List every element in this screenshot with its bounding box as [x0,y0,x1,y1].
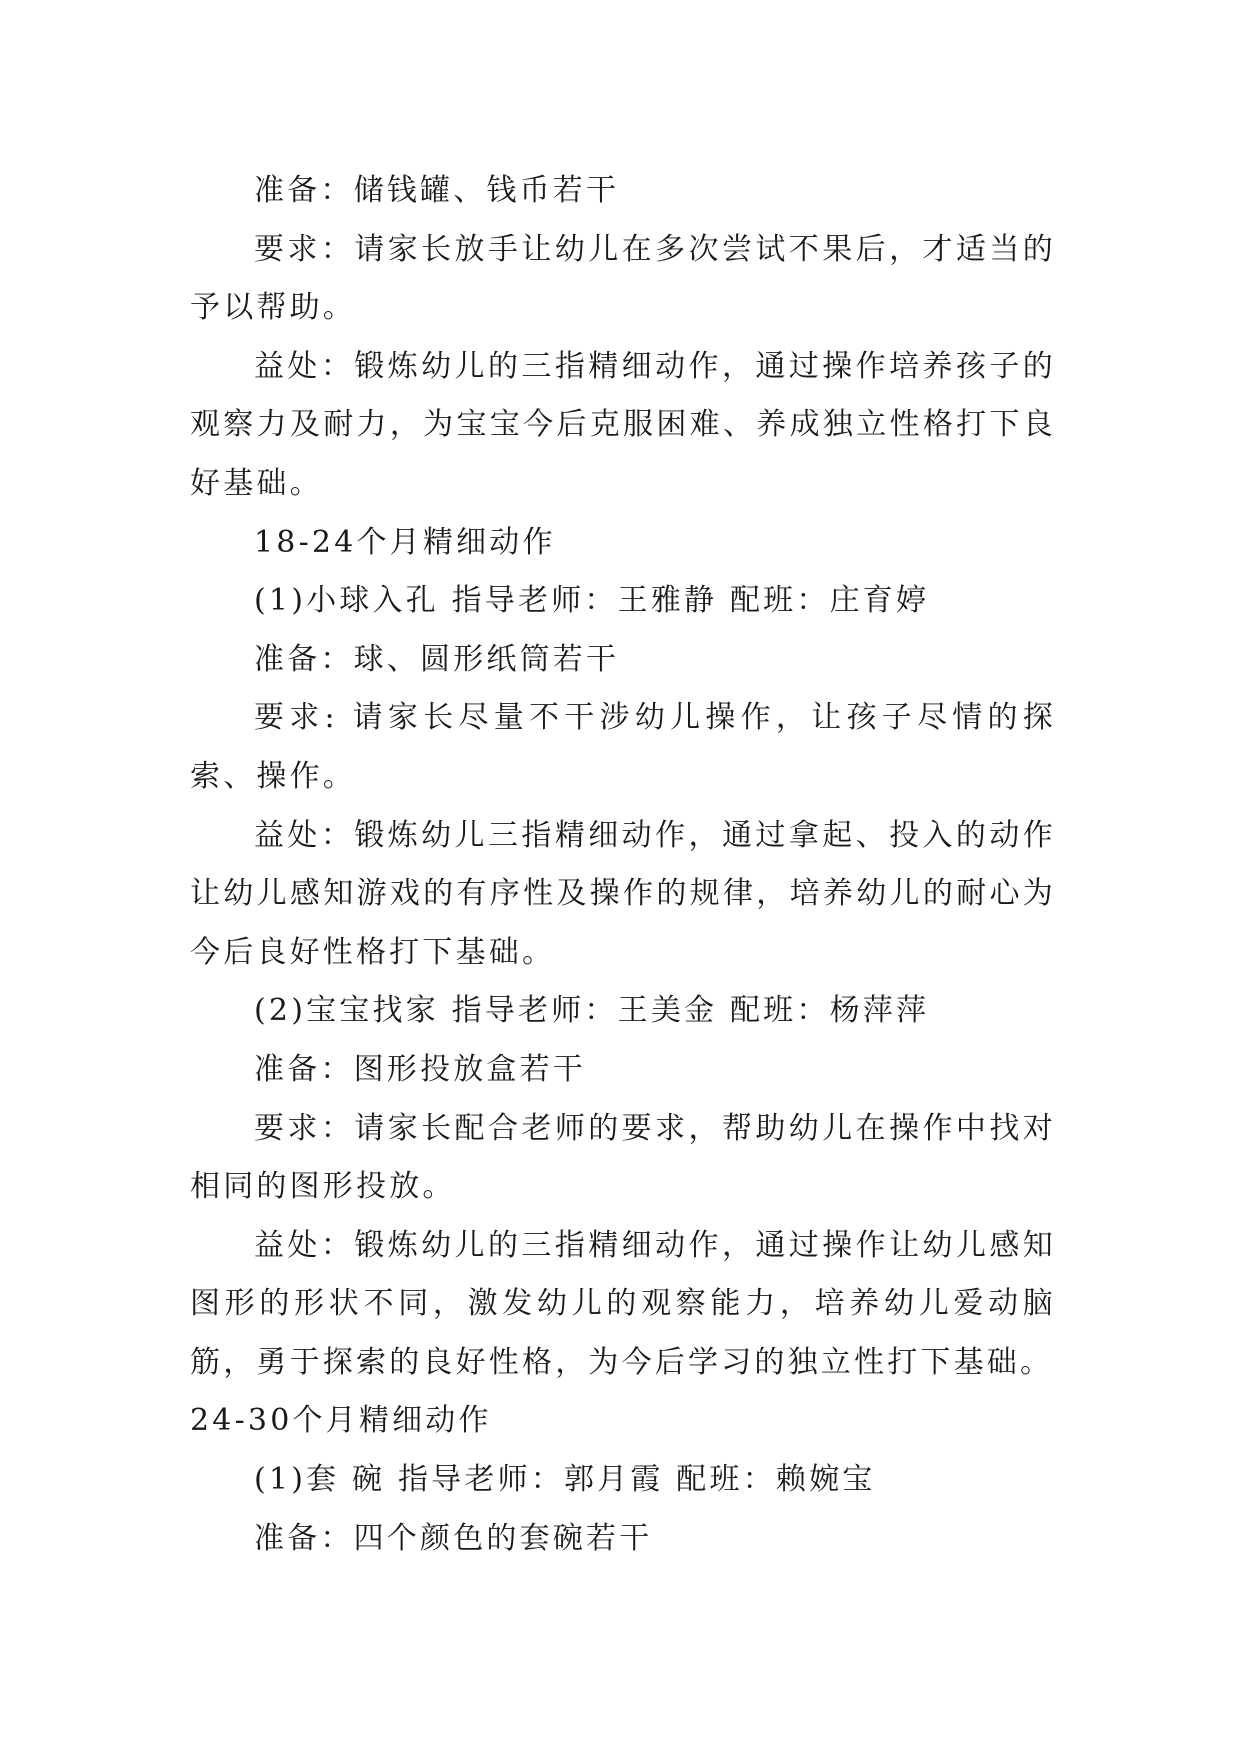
paragraph-preparation-baby-find-home: 准备：图形投放盒若干 [254,1051,586,1087]
document-body [190,162,1056,1568]
paragraph-preparation-ball-in-hole: 准备：球、圆形纸筒若干 [254,641,620,677]
paragraph-requirement-piggy-bank: 要求：请家长放手让幼儿在多次尝试不果后，才适当的予以帮助。 [190,231,1056,326]
activity-title-baby-find-home: (2)宝宝找家 指导老师：王美金 配班：杨萍萍 [254,993,930,1029]
paragraph-preparation-nesting-bowls: 准备：四个颜色的套碗若干 [254,1520,653,1556]
paragraph-preparation-piggy-bank: 准备：储钱罐、钱币若干 [254,173,620,208]
paragraph-benefit-piggy-bank: 益处：锻炼幼儿的三指精细动作，通过操作培养孩子的观察力及耐力，为宝宝今后克服困难、养成独立性格打下良好基础。 [190,348,1056,501]
activity-title-nesting-bowls: (1)套 碗 指导老师：郭月霞 配班：赖婉宝 [254,1462,876,1498]
activity-title-ball-in-hole: (1)小球入孔 指导老师：王雅静 配班：庄育婷 [254,583,930,619]
paragraph-benefit-ball-in-hole: 益处：锻炼幼儿三指精细动作，通过拿起、投入的动作让幼儿感知游戏的有序性及操作的规律，培养幼儿的耐心为今后良好性格打下基础。 [190,817,1056,970]
section-heading-24-30-months: 24-30个月精细动作 [190,1403,492,1439]
section-heading-18-24-months: 18-24个月精细动作 [254,524,556,560]
paragraph-benefit-baby-find-home: 益处：锻炼幼儿的三指精细动作，通过操作让幼儿感知图形的形状不同，激发幼儿的观察能力，培养幼儿爱动脑筋，勇于探索的良好性格，为今后学习的独立性打下基础。 [190,1227,1056,1380]
paragraph-requirement-ball-in-hole: 要求: 请家长尽量不干涉幼儿操作，让孩子尽情的探索、操作。 [190,700,1056,794]
paragraph-requirement-baby-find-home: 要求：请家长配合老师的要求，帮助幼儿在操作中找对相同的图形投放。 [190,1110,1056,1205]
